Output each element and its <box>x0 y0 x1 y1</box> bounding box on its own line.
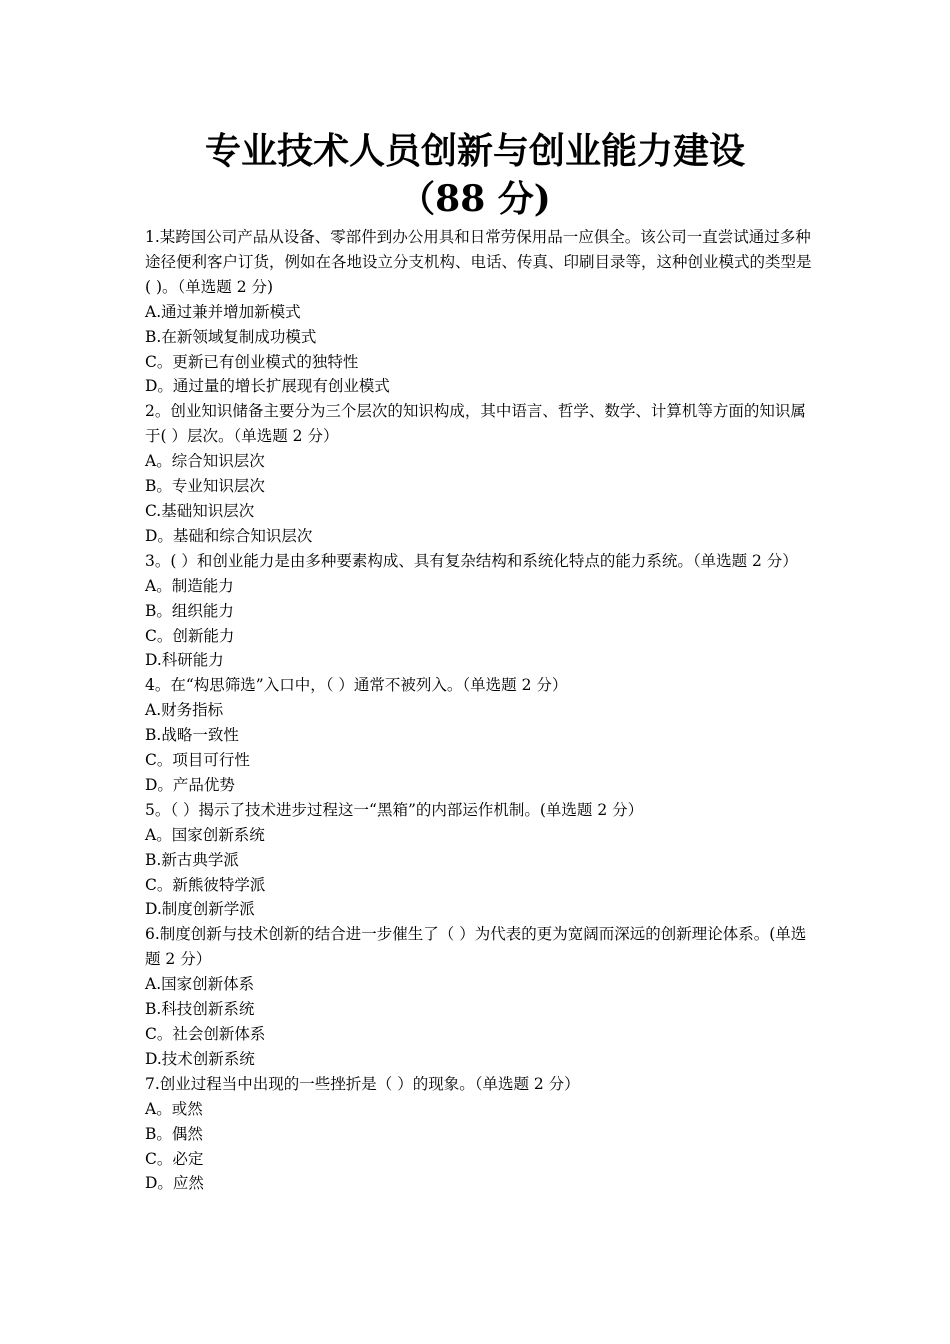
option-d: D。应然 <box>145 1174 204 1193</box>
question-7 <box>145 1072 815 1197</box>
option-c: C。更新已有创业模式的独特性 <box>145 352 359 371</box>
option-c: C。必定 <box>145 1149 204 1168</box>
option-a: A.财务指标 <box>145 701 224 720</box>
question-stem: 6.制度创新与技术创新的结合进一步催生了（ ）为代表的更为宽阔而深远的创新理论体系。(单选题 2 分） <box>145 925 807 969</box>
option-c: C。新熊彼特学派 <box>145 875 266 894</box>
question-stem: 1.某跨国公司产品从设备、零部件到办公用具和日常劳保用品一应俱全。该公司一直尝试通过多种途径便利客户订货，例如在各地设立分支机构、电话、传真、印刷目录等，这种创业模式的类型是( )。（单选题 2 分) <box>145 228 812 296</box>
option-c: C.基础知识层次 <box>145 501 255 520</box>
question-3 <box>145 549 815 674</box>
option-a: A。或然 <box>145 1099 203 1118</box>
question-4 <box>145 673 815 798</box>
option-a: A。制造能力 <box>145 576 234 595</box>
question-5 <box>145 798 815 923</box>
option-a: A.国家创新体系 <box>145 975 255 994</box>
option-c: C。社会创新体系 <box>145 1025 266 1043</box>
question-6 <box>145 922 815 1071</box>
question-2 <box>145 399 815 548</box>
option-d: D.科研能力 <box>145 651 224 670</box>
option-a: A。国家创新系统 <box>145 825 265 844</box>
option-c: C。项目可行性 <box>145 751 250 770</box>
question-1 <box>145 225 815 399</box>
question-stem: 2。创业知识储备主要分为三个层次的知识构成，其中语言、哲学、数学、计算机等方面的知识属于( ）层次。（单选题 2 分） <box>145 402 806 446</box>
option-b: B.新古典学派 <box>145 850 239 869</box>
document-title: 专业技术人员创新与创业能力建设 <box>204 130 745 172</box>
option-b: B。组织能力 <box>145 601 234 620</box>
option-b: B.在新领域复制成功模式 <box>145 327 317 346</box>
option-b: B.战略一致性 <box>145 726 239 745</box>
option-d: D。通过量的增长扩展现有创业模式 <box>145 377 390 396</box>
option-c: C。创新能力 <box>145 626 235 645</box>
document-title-score: （88 分) <box>399 178 551 220</box>
option-b: B。专业知识层次 <box>145 477 265 496</box>
option-a: A.通过兼并增加新模式 <box>145 302 301 321</box>
option-d: D.制度创新学派 <box>145 900 255 919</box>
option-d: D。产品优势 <box>145 775 235 794</box>
question-stem: 5。（ ）揭示了技术进步过程这一“黑箱”的内部运作机制。(单选题 2 分） <box>145 800 644 819</box>
question-stem: 4。在“构思筛选”入口中，（ ）通常不被列入。（单选题 2 分） <box>145 676 568 695</box>
question-list <box>145 225 815 1196</box>
option-d: D.技术创新系统 <box>145 1049 255 1068</box>
option-d: D。基础和综合知识层次 <box>145 526 313 545</box>
option-b: B。偶然 <box>145 1124 203 1143</box>
option-b: B.科技创新系统 <box>145 1000 255 1019</box>
question-stem: 3。( ）和创业能力是由多种要素构成、具有复杂结构和系统化特点的能力系统。（单选题 2 分） <box>145 551 798 570</box>
question-stem: 7.创业过程当中出现的一些挫折是（ ）的现象。（单选题 2 分） <box>145 1074 580 1093</box>
option-a: A。综合知识层次 <box>145 452 265 471</box>
